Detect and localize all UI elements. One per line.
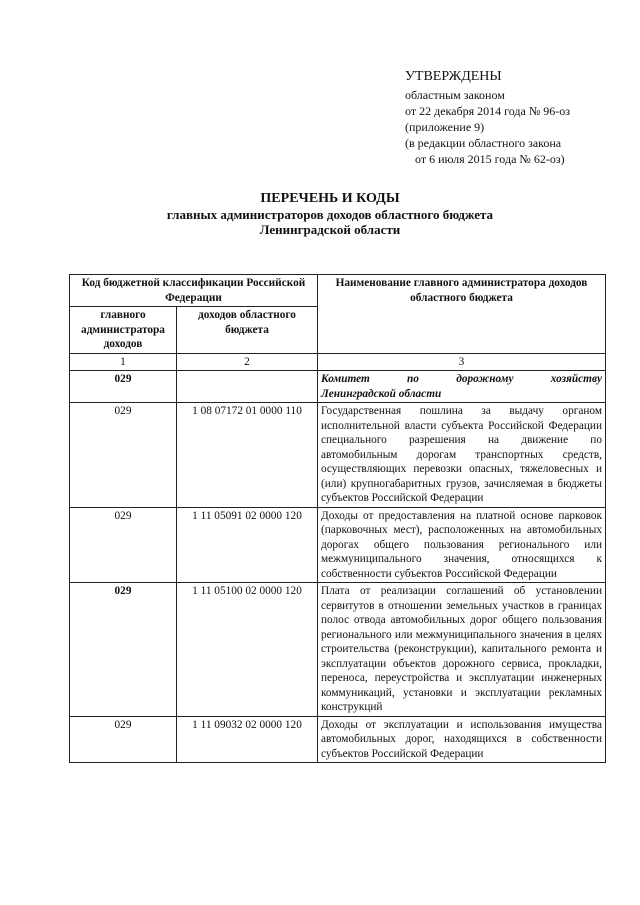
committee-name-line-2: Ленинградской области	[321, 387, 442, 400]
table-row	[70, 716, 606, 763]
header-admin-col: главного администратора доходов	[70, 307, 177, 354]
approval-line-4: (в редакции областного закона	[405, 136, 562, 150]
column-number-row	[70, 353, 606, 371]
income-code: 1 11 05100 02 0000 120	[177, 583, 318, 717]
approval-line-2: от 22 декабря 2014 года № 96-оз	[405, 104, 571, 118]
approval-line-5: от 6 июля 2015 года № 62-оз)	[415, 152, 565, 166]
income-code: 1 11 05091 02 0000 120	[177, 507, 318, 583]
committee-name-line-1: Комитет по дорожному хозяйству	[321, 373, 602, 385]
table-row	[70, 403, 606, 508]
table-row	[70, 583, 606, 717]
admin-code: 029	[70, 583, 177, 717]
admin-code: 029	[70, 507, 177, 583]
document-title	[80, 190, 580, 237]
header-name-col: Наименование главного администратора доходов областного бюджета	[318, 275, 606, 354]
income-codes-table	[69, 274, 606, 763]
title-line-3: Ленинградской области	[259, 222, 401, 237]
col-number-1: 1	[70, 353, 177, 371]
approval-title: УТВЕРЖДЕНЫ	[405, 69, 502, 84]
title-line-2: главных администраторов доходов областного бюджета	[166, 207, 494, 222]
header-code-group: Код бюджетной классификации Российской Федерации	[70, 275, 318, 307]
income-code: 1 08 07172 01 0000 110	[177, 403, 318, 508]
table-row	[70, 507, 606, 583]
income-code: 1 11 09032 02 0000 120	[177, 716, 318, 763]
col-number-2: 2	[177, 353, 318, 371]
admin-code: 029	[70, 716, 177, 763]
income-name: Государственная пошлина за выдачу органом исполнительной власти субъекта Российской Федерации специального разрешения на движение по автомобильным дорогам транспортных средств, осуществляющих перевозки опасных, тяжеловесных и (или) крупногабаритных грузов, зачисляемая в бюджеты субъектов Российской Федерации	[318, 403, 606, 508]
approval-block	[405, 68, 630, 167]
col-number-3: 3	[318, 353, 606, 371]
committee-empty-cell	[177, 371, 318, 403]
income-name: Доходы от эксплуатации и использования имущества автомобильных дорог, находящихся в собственности субъектов Российской Федерации	[318, 716, 606, 763]
approval-line-3: (приложение 9)	[405, 120, 485, 134]
header-income-col: доходов областного бюджета	[177, 307, 318, 354]
admin-code: 029	[70, 403, 177, 508]
income-name: Плата от реализации соглашений об установлении сервитутов в отношении земельных участков в границах полос отвода автомобильных дорог общего пользования регионального или межмуниципального значения в целях строительства (реконструкции), капитального ремонта и эксплуатации объектов дорожного сервиса, прокладки, переноса, переустройства и эксплуатации инженерных коммуникаций, установки и эксплуатации рекламных конструкций	[318, 583, 606, 717]
title-line-1: ПЕРЕЧЕНЬ И КОДЫ	[260, 191, 400, 206]
approval-line-1: областным законом	[405, 88, 505, 102]
committee-code: 029	[70, 371, 177, 403]
header-row-1	[70, 275, 606, 307]
committee-name-cell	[318, 371, 606, 403]
committee-row	[70, 371, 606, 403]
income-name: Доходы от предоставления на платной основе парковок (парковочных мест), расположенных на автомобильных дорогах общего пользования регионального или межмуниципального значения, относящихся к собственности субъектов Российской Федерации	[318, 507, 606, 583]
